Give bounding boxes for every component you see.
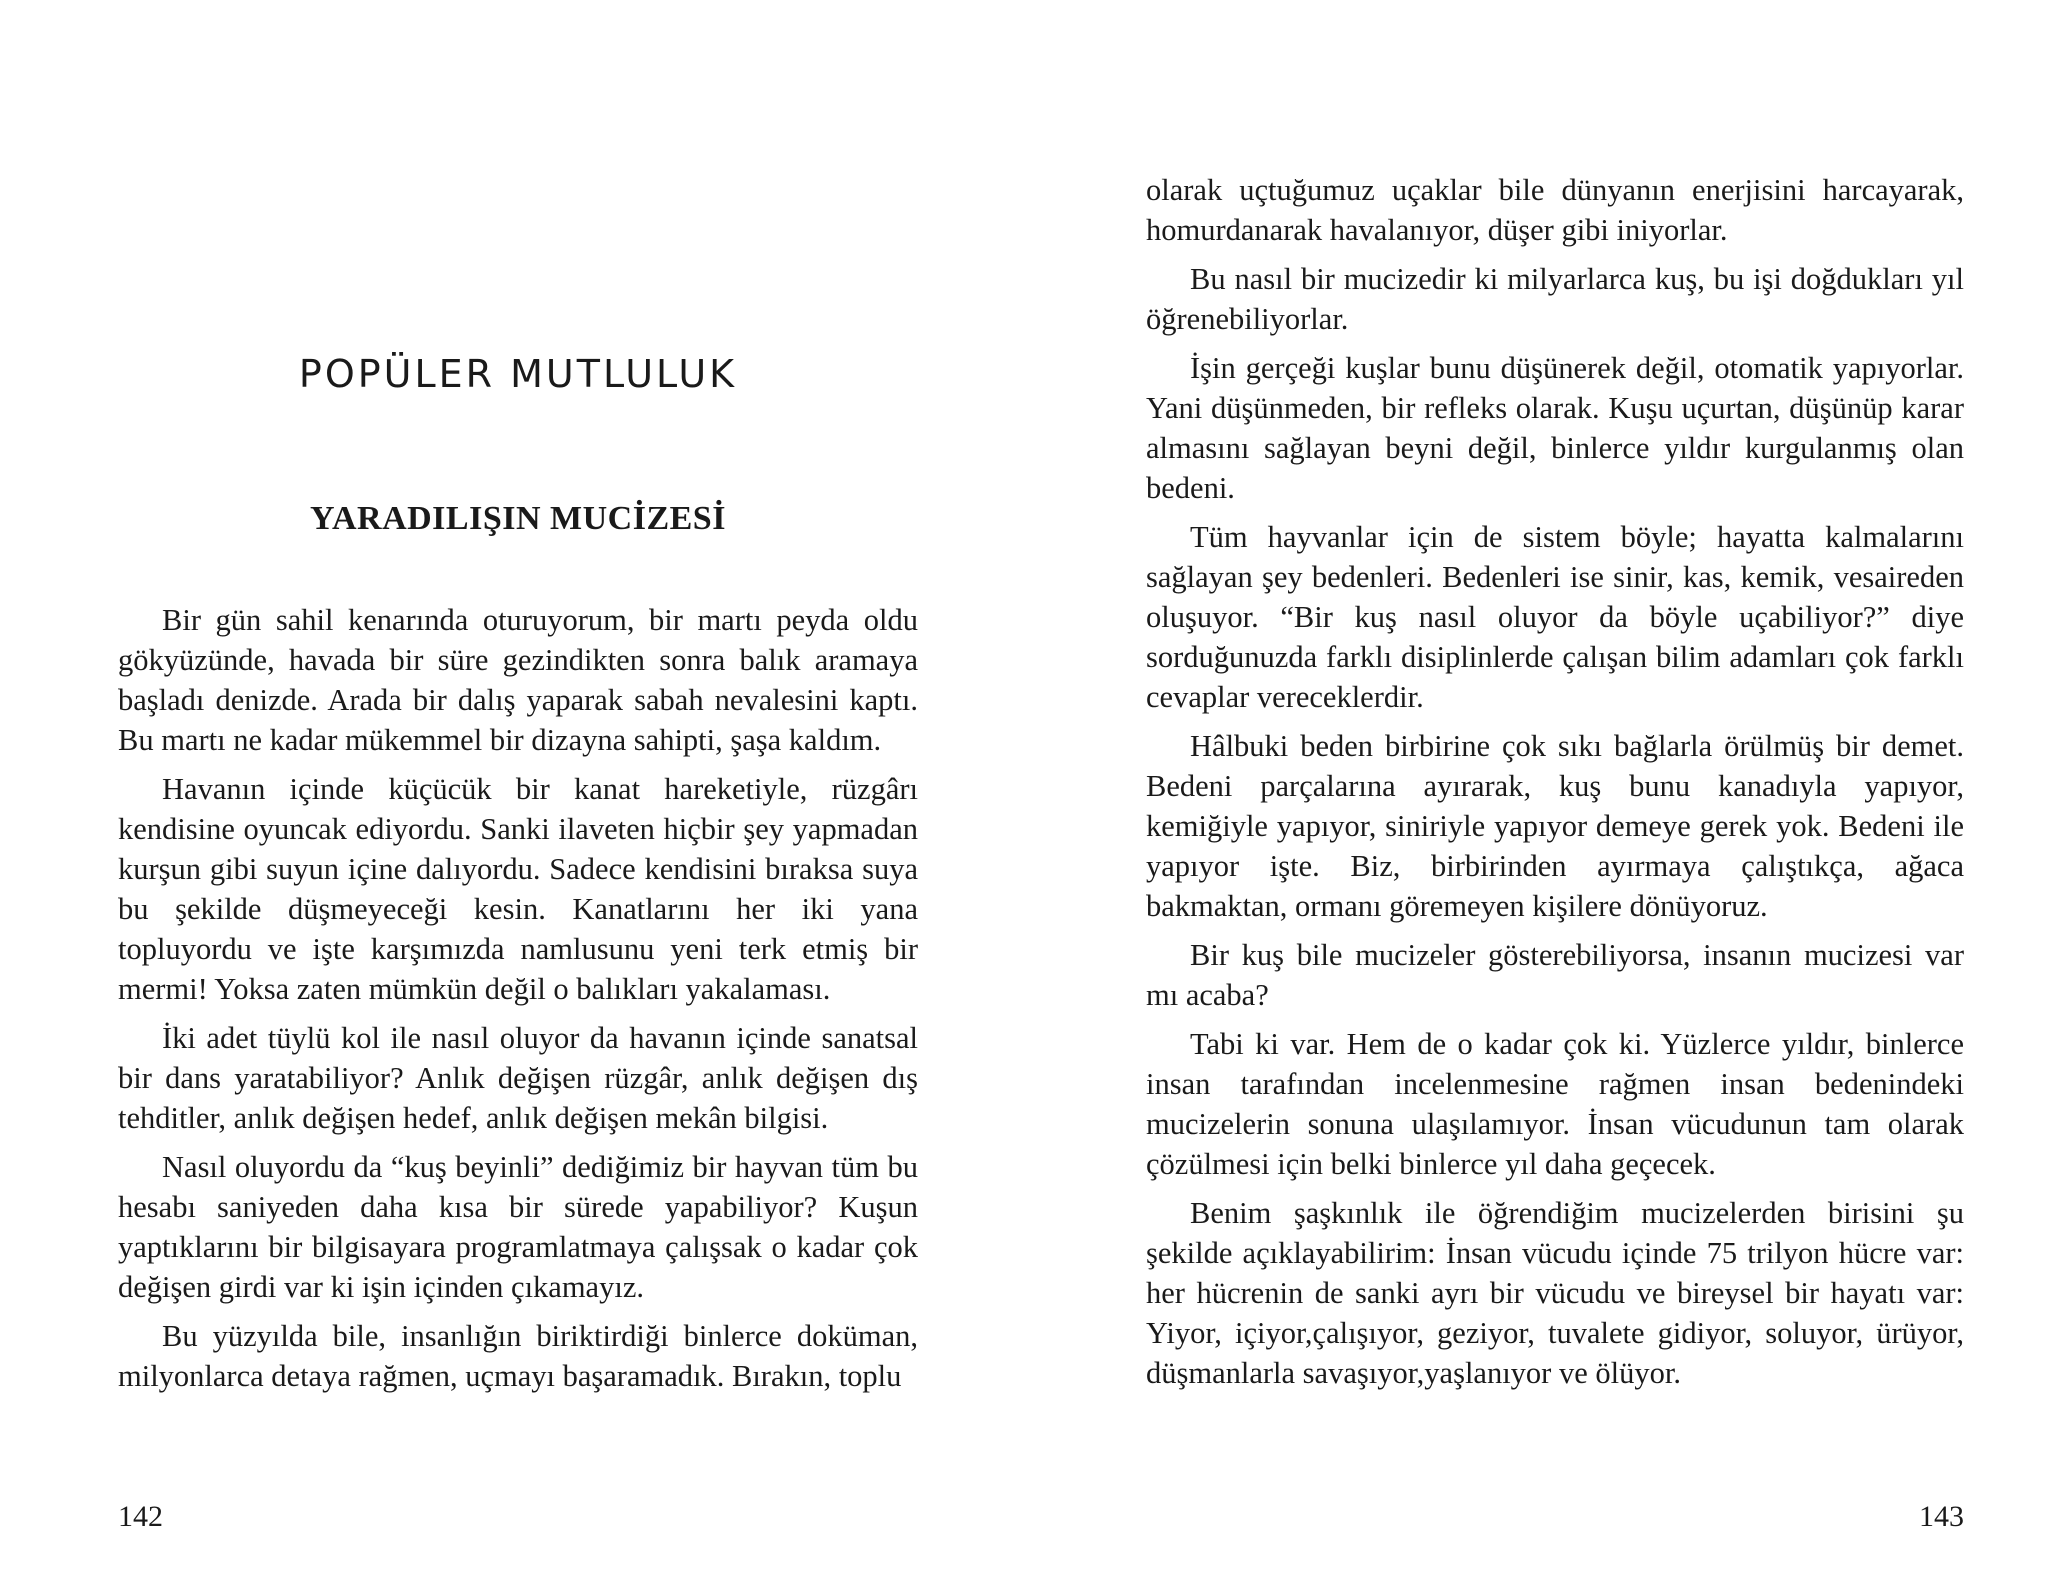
paragraph: Bir kuş bile mucizeler gösterebiliyorsa, insanın mucizesi var mı acaba? bbox=[1146, 938, 1964, 1012]
paragraph: Tabi ki var. Hem de o kadar çok ki. Yüzlerce yıldır, binlerce insan tarafından incelenmesine rağmen insan bedenindeki mucizelerin sonuna ulaşılamıyor. İnsan vücudunun tam olarak çözülmesi için belki binlerce yıl daha geçecek. bbox=[1146, 1027, 1964, 1181]
paragraph: Tüm hayvanlar için de sistem böyle; hayatta kalmalarını sağlayan şey bedenleri. Bedenleri ise sinir, kas, kemik, vesaireden oluşuyor. “Bir kuş nasıl oluyor da böyle uçabiliyor?” diye sorduğunuzda farklı disiplinlerde çalışan bilim adamları çok farklı cevaplar vereceklerdir. bbox=[1146, 520, 1964, 714]
paragraph: Havanın içinde küçücük bir kanat hareketiyle, rüzgârı kendisine oyuncak ediyordu. Sanki ilaveten hiçbir şey yapmadan kurşun gibi suyun içine dalıyordu. Sadece kendisini bıraksa suya bu şekilde düşmeyeceği kesin. Kanatlarını her iki yana topluyordu ve işte karşımızda namlusunu yeni terk etmiş bir mermi! Yoksa zaten mümkün değil o balıkları yakalaması. bbox=[118, 772, 918, 1006]
paragraph: Bir gün sahil kenarında oturuyorum, bir martı peyda oldu gökyüzünde, havada bir süre gezindikten sonra balık aramaya başladı denizde. Arada bir dalış yaparak sabah nevalesini kaptı. Bu martı ne kadar mükemmel bir dizayna sahipti, şaşa kaldım. bbox=[118, 603, 918, 757]
paragraph: Bu nasıl bir mucizedir ki milyarlarca kuş, bu işi doğdukları yıl öğrenebiliyorlar. bbox=[1146, 262, 1964, 336]
paragraph: Benim şaşkınlık ile öğrendiğim mucizelerden birisini şu şekilde açıklayabilirim: İnsan vücudu içinde 75 trilyon hücre var: her hücrenin de sanki ayrı bir vücudu ve bireysel bir hayatı var: Yiyor, içiyor,çalışıyor, geziyor, tuvalete gidiyor, soluyor, ürüyor, düşmanlarla savaşıyor,yaşlanıyor ve ölüyor. bbox=[1146, 1196, 1964, 1390]
right-page bbox=[1024, 0, 2048, 1593]
paragraph: Nasıl oluyordu da “kuş beyinli” dediğimiz bir hayvan tüm bu hesabı saniyeden daha kısa bir sürede yapabiliyor? Kuşun yaptıklarını bir bilgisayara programlatmaya çalışsak o kadar çok değişen girdi var ki işin içinden çıkamayız. bbox=[118, 1150, 918, 1304]
paragraph: İşin gerçeği kuşlar bunu düşünerek değil, otomatik yapıyorlar. Yani düşünmeden, bir refleks olarak. Kuşu uçurtan, düşünüp karar almasını sağlayan beyni değil, binlerce yıldır kurgulanmış olan bedeni. bbox=[1146, 351, 1964, 505]
left-page-body bbox=[118, 600, 918, 1405]
continued-paragraph: olarak uçtuğumuz uçaklar bile dünyanın enerjisini harcayarak, homurdanarak havalanıyor, düşer gibi iniyorlar. bbox=[1146, 173, 1964, 247]
paragraph: İki adet tüylü kol ile nasıl oluyor da havanın içinde sanatsal bir dans yaratabiliyor? Anlık değişen rüzgâr, anlık değişen dış tehditler, anlık değişen hedef, anlık değişen mekân bilgisi. bbox=[118, 1021, 918, 1135]
running-head: POPÜLER MUTLULUK bbox=[298, 352, 738, 396]
paragraph: Bu yüzyılda bile, insanlığın biriktirdiği binlerce doküman, milyonlarca detaya rağmen, uçmayı başaramadık. Bırakın, toplu bbox=[118, 1319, 918, 1393]
page-number-left: 142 bbox=[118, 1500, 163, 1533]
paragraph: Hâlbuki beden birbirine çok sıkı bağlarla örülmüş bir demet. Bedeni parçalarına ayırarak, kuş bunu kanadıyla yapıyor, kemiğiyle yapıyor, siniriyle yapıyor demeye gerek yok. Bedeni ile yapıyor işte. Biz, birbirinden ayırmaya çalıştıkça, ağaca bakmaktan, ormanı göremeyen kişilere dönüyoruz. bbox=[1146, 729, 1964, 923]
chapter-title: YARADILIŞIN MUCİZESİ bbox=[310, 500, 726, 537]
page-number-right: 143 bbox=[1919, 1500, 1964, 1533]
right-page-body bbox=[1146, 170, 1964, 1402]
